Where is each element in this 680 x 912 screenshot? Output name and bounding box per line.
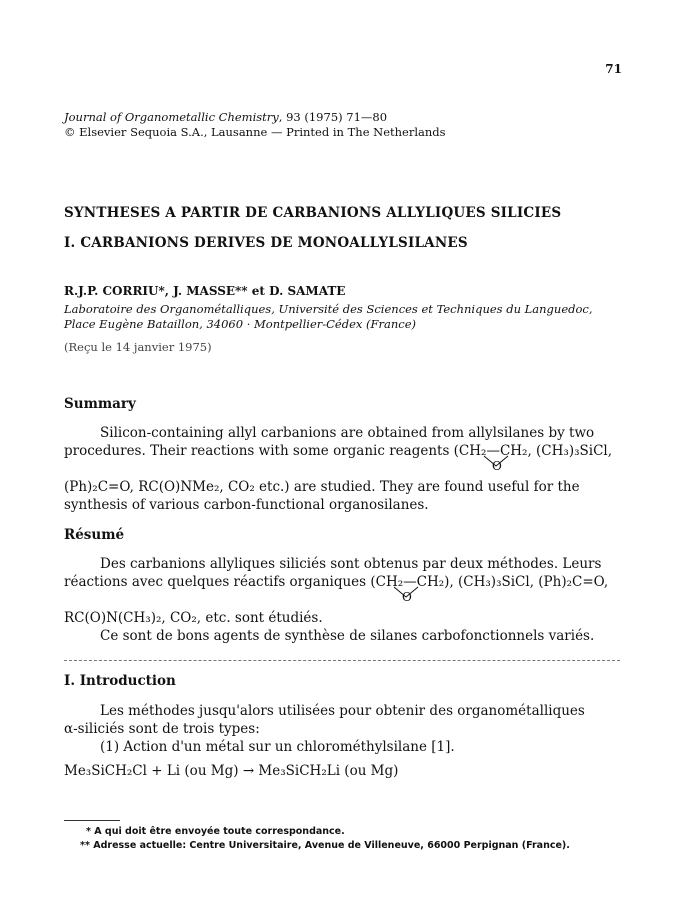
introduction-heading: I. Introduction — [64, 673, 176, 689]
footnote-2: ** Adresse actuelle: Centre Universitaire, Avenue de Villeneuve, 66000 Perpignan (France). — [80, 840, 570, 851]
page-number: 71 — [605, 62, 622, 76]
journal-header — [64, 110, 446, 140]
journal-name: Journal of Organometallic Chemistry — [64, 110, 279, 124]
summary-line3: (Ph)₂C=O, RC(O)NMe₂, CO₂ etc.) are studied. They are found useful for the — [64, 479, 580, 495]
summary-heading: Summary — [64, 396, 136, 412]
section-divider — [64, 660, 620, 661]
summary-line1: Silicon-containing allyl carbanions are obtained from allylsilanes by two — [100, 425, 595, 441]
footnote-1: * A qui doit être envoyée toute correspondance. — [86, 826, 345, 837]
intro-line2: α-siliciés sont de trois types: — [64, 721, 260, 737]
resume-line2: réactions avec quelques réactifs organiques (CH₂—CH₂), (CH₃)₃SiCl, (Ph)₂C=O, — [64, 574, 609, 590]
journal-citation — [64, 110, 446, 125]
journal-volume: , 93 (1975) 71—80 — [278, 110, 388, 124]
article-title-line2: I. CARBANIONS DERIVES DE MONOALLYLSILANES — [64, 235, 468, 251]
resume-line4: Ce sont de bons agents de synthèse de silanes carbofonctionnels variés. — [100, 628, 595, 644]
article-title-line1: SYNTHESES A PARTIR DE CARBANIONS ALLYLIQUES SILICIES — [64, 205, 562, 221]
authors: R.J.P. CORRIU*, J. MASSE** et D. SAMATE — [64, 284, 346, 298]
publisher-line: © Elsevier Sequoia S.A., Lausanne — Printed in The Netherlands — [64, 125, 446, 139]
resume-line1: Des carbanions allyliques siliciés sont obtenus par deux méthodes. Leurs — [100, 556, 602, 572]
resume-epoxide-oxygen: O — [402, 590, 412, 604]
summary-epoxide-oxygen: O — [492, 459, 502, 473]
footnote-rule — [64, 820, 120, 821]
received-date: (Reçu le 14 janvier 1975) — [64, 340, 212, 354]
resume-line3: RC(O)N(CH₃)₂, CO₂, etc. sont étudiés. — [64, 610, 323, 626]
affiliation: Laboratoire des Organométalliques, Université des Sciences et Techniques du Languedoc, Place Eugène Bataillon, 34060 · Montpellier-Cédex (France) — [64, 302, 593, 331]
equation-1: Me₃SiCH₂Cl + Li (ou Mg) → Me₃SiCH₂Li (ou Mg) — [64, 763, 399, 779]
intro-line1: Les méthodes jusqu'alors utilisées pour obtenir des organométalliques — [100, 703, 585, 719]
intro-line3: (1) Action d'un métal sur un chlorométhylsilane [1]. — [100, 739, 455, 755]
resume-heading: Résumé — [64, 527, 125, 543]
summary-line4: synthesis of various carbon-functional organosilanes. — [64, 497, 429, 513]
summary-line2: procedures. Their reactions with some organic reagents (CH₂—CH₂, (CH₃)₃SiCl, — [64, 443, 613, 459]
